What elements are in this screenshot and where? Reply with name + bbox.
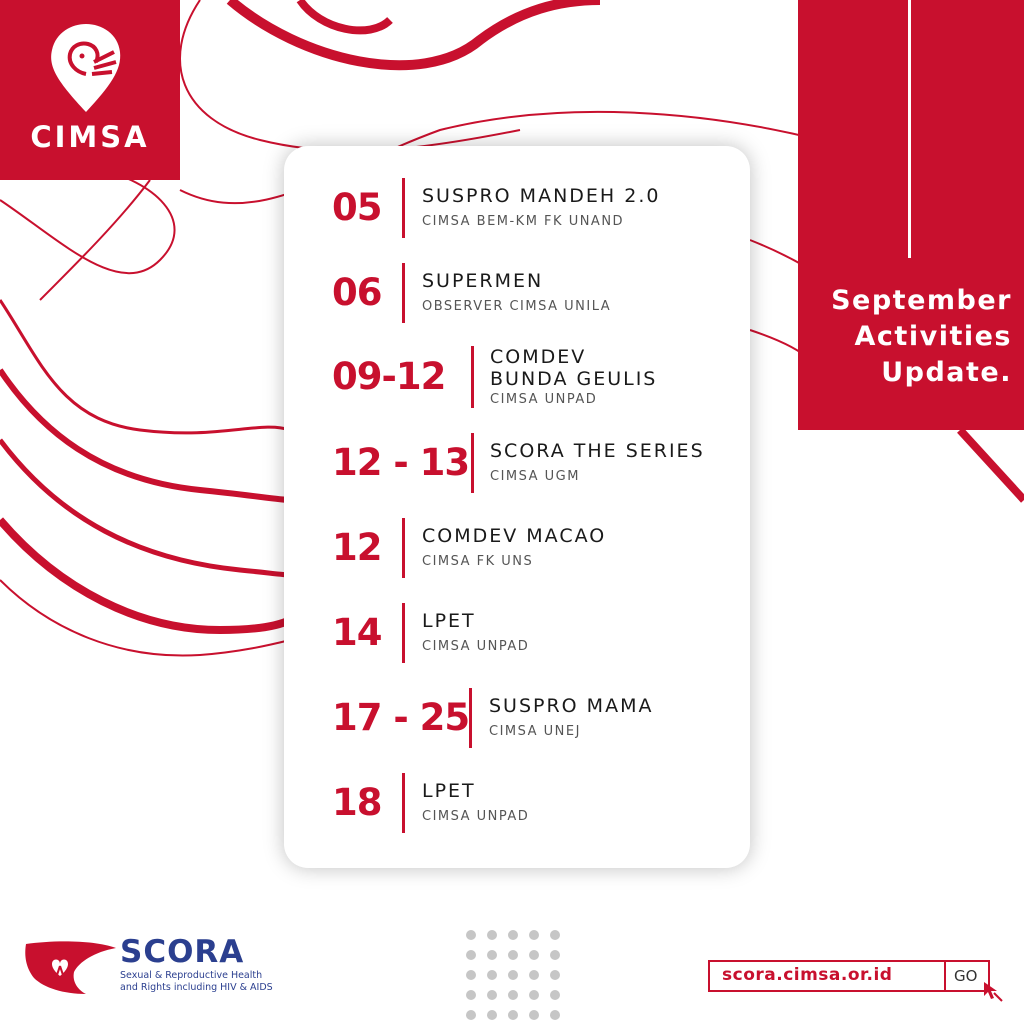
scora-logo	[24, 930, 273, 1000]
activity-item	[284, 263, 750, 323]
scora-sub-line1: Sexual & Reproductive Health	[120, 970, 263, 981]
activity-divider	[402, 773, 405, 833]
activity-divider	[471, 433, 474, 493]
activity-date: 18	[332, 781, 382, 824]
activity-date: 09-12	[332, 355, 446, 398]
activity-org: CIMSA UNEJ	[489, 724, 581, 739]
banner-divider	[908, 0, 911, 258]
activity-date: 12 - 13	[332, 441, 470, 484]
activity-divider	[469, 688, 472, 748]
activity-name: COMDEV MACAO	[422, 525, 607, 547]
activity-divider	[402, 178, 405, 238]
activity-item	[284, 773, 750, 833]
activities-card	[284, 146, 750, 868]
activity-name: SUPERMEN	[422, 270, 544, 292]
activity-org: CIMSA UGM	[490, 469, 580, 484]
title-banner	[798, 0, 1024, 430]
cimsa-logo	[0, 0, 180, 180]
go-label: GO	[954, 967, 978, 985]
activity-name-line1: COMDEV	[490, 346, 587, 368]
banner-title-line2: Activities	[854, 321, 1012, 352]
scora-ribbon-icon	[24, 938, 118, 996]
activity-name: LPET	[422, 780, 476, 802]
activity-date: 05	[332, 186, 382, 229]
activity-item	[284, 688, 750, 748]
banner-title-line3: Update.	[881, 357, 1012, 388]
activity-divider	[471, 346, 474, 408]
activity-date: 06	[332, 271, 382, 314]
activity-name: SUSPRO MAMA	[489, 695, 654, 717]
cursor-icon	[982, 980, 1004, 1002]
scora-name: SCORA	[120, 934, 245, 970]
activity-org: CIMSA FK UNS	[422, 554, 534, 569]
activity-divider	[402, 603, 405, 663]
activity-item	[284, 346, 750, 408]
activity-item	[284, 603, 750, 663]
activity-date: 14	[332, 611, 382, 654]
scora-subtitle	[120, 970, 273, 994]
activity-org: CIMSA UNPAD	[490, 392, 598, 407]
activity-divider	[402, 518, 405, 578]
activity-item	[284, 433, 750, 493]
cimsa-eagle-icon	[48, 22, 124, 114]
activity-item	[284, 518, 750, 578]
activity-name: SUSPRO MANDEH 2.0	[422, 185, 661, 207]
url-bar[interactable]	[708, 960, 946, 992]
activity-name: SCORA THE SERIES	[490, 440, 705, 462]
logo-text: CIMSA	[30, 120, 150, 154]
activity-org: CIMSA UNPAD	[422, 639, 530, 654]
scora-sub-line2: and Rights including HIV & AIDS	[120, 982, 273, 993]
activity-divider	[402, 263, 405, 323]
activity-org: CIMSA UNPAD	[422, 809, 530, 824]
banner-title-line1: September	[831, 285, 1012, 316]
activity-date: 12	[332, 526, 382, 569]
activity-name: LPET	[422, 610, 476, 632]
activity-item	[284, 178, 750, 238]
url-text: scora.cimsa.or.id	[722, 965, 893, 985]
banner-title	[831, 283, 1012, 391]
activity-org: CIMSA BEM-KM FK UNAND	[422, 214, 625, 229]
activity-name-line2: BUNDA GEULIS	[490, 368, 658, 390]
decorative-dot-grid	[466, 930, 566, 1024]
activity-org: OBSERVER CIMSA UNILA	[422, 299, 612, 314]
activity-date: 17 - 25	[332, 696, 470, 739]
